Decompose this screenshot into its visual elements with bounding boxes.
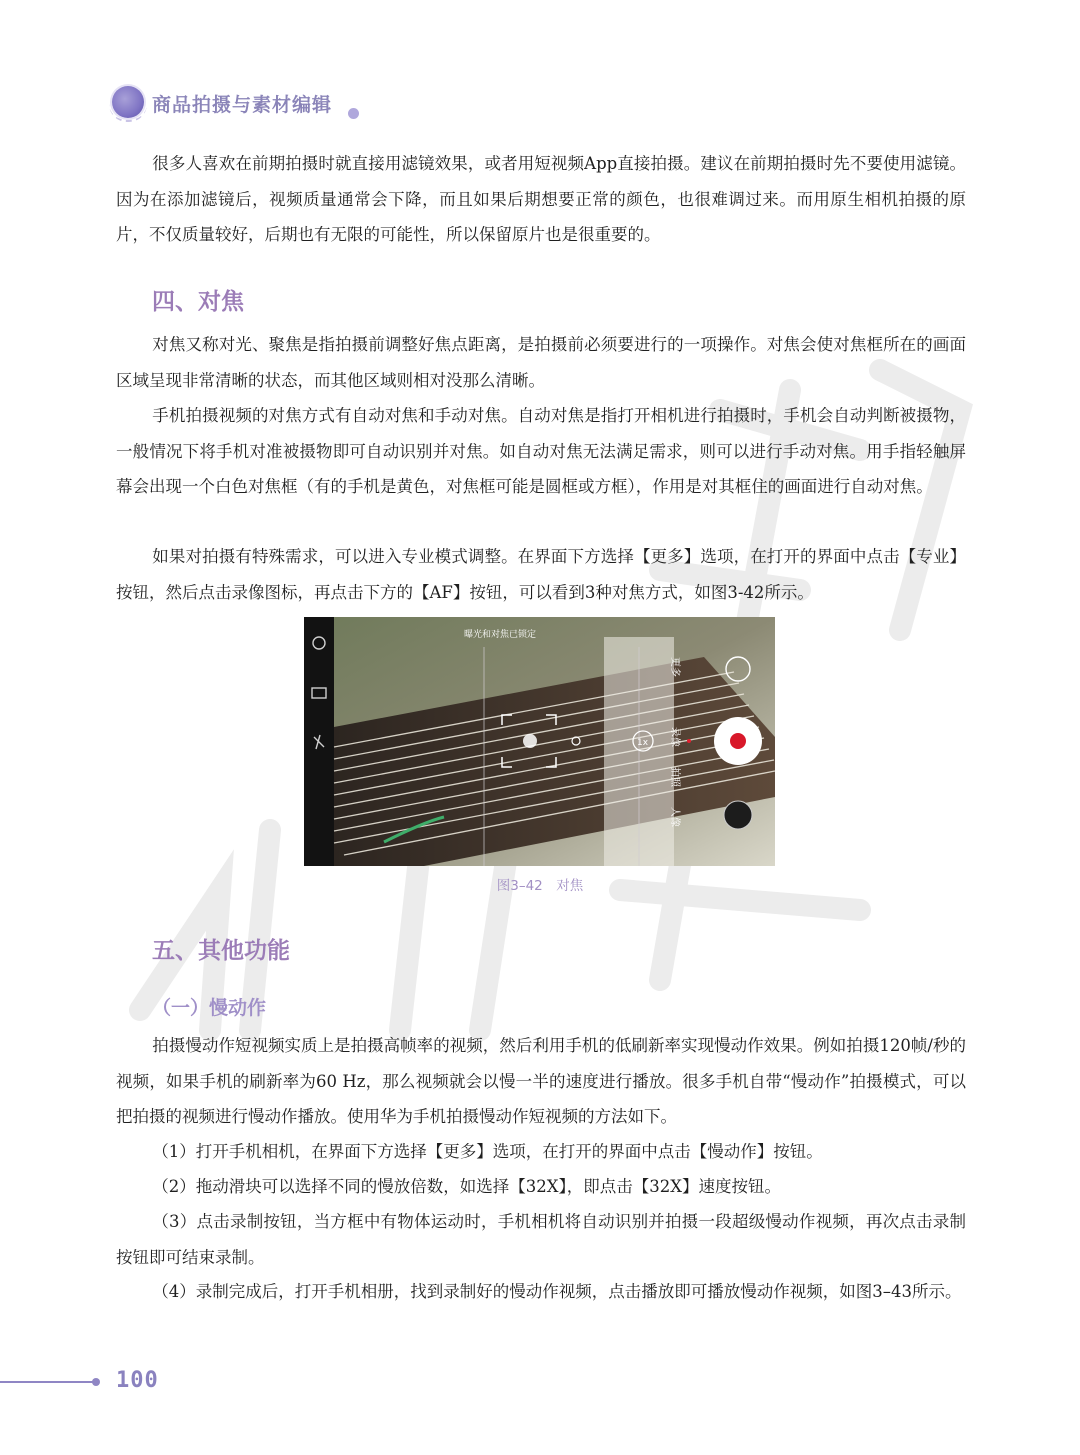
slow-motion-paragraph: 拍摄慢动作短视频实质上是拍摄高帧率的视频，然后利用手机的低刷新率实现慢动作效果。例如拍摄120帧/秒的视频，如果手机的刷新率为60 Hz，那么视频就会以慢一半的速度进行播放。很多手机自带“慢动作”拍摄模式，可以把拍摄的视频进行慢动作播放。使用华为手机拍摄慢动作短视频的方法如下。: [116, 1036, 966, 1126]
intro-paragraph: 很多人喜欢在前期拍摄时就直接用滤镜效果，或者用短视频App直接拍摄。建议在前期拍摄时先不要使用滤镜。因为在添加滤镜后，视频质量通常会下降，而且如果后期想要正常的颜色，也很难调过来。而用原生相机拍摄的原片，不仅质量较好，后期也有无限的可能性，所以保留原片也是很重要的。: [116, 154, 966, 244]
page-number: 100: [116, 1368, 159, 1393]
focus-paragraph-3: 如果对拍摄有特殊需求，可以进入专业模式调整。在界面下方选择【更多】选项，在打开的界面中点击【专业】按钮，然后点击录像图标，再点击下方的【AF】按钮，可以看到3种对焦方式，如图3-42所示。: [116, 547, 966, 602]
lock-overlay-text: 曝光和对焦已锁定: [464, 630, 537, 640]
slow-motion-step-1: （1）打开手机相机，在界面下方选择【更多】选项，在打开的界面中点击【慢动作】按钮。: [152, 1142, 823, 1161]
mode-video: 录像: [669, 727, 680, 747]
focus-paragraph-1: 对焦又称对光、聚焦是指拍摄前调整好焦点距离，是拍摄前必须要进行的一项操作。对焦会使对焦框所在的画面区域呈现非常清晰的状态，而其他区域则相对没那么清晰。: [116, 335, 966, 390]
section-heading-focus: 四、对焦: [152, 289, 244, 315]
focus-paragraph-2: 手机拍摄视频的对焦方式有自动对焦和手动对焦。自动对焦是指打开相机进行拍摄时，手机会自动判断被摄物，一般情况下将手机对准被摄物即可自动识别并对焦。如自动对焦无法满足需求，则可以进行手动对焦。用手指轻触屏幕会出现一个白色对焦框（有的手机是黄色，对焦框可能是圆框或方框），作用是对其框住的画面进行自动对焦。: [116, 406, 966, 496]
logo-ring-decoration: [109, 104, 147, 122]
subsection-heading-slow-motion: （一）慢动作: [152, 997, 267, 1019]
section-heading-other-features: 五、其他功能: [152, 938, 290, 964]
footer-rule: [0, 1381, 94, 1383]
gallery-thumbnail: [724, 801, 752, 829]
mode-more: 更多: [669, 657, 680, 677]
slow-motion-step-3: （3）点击录制按钮，当方框中有物体运动时，手机相机将自动识别并拍摄一段超级慢动作视频，再次点击录制按钮即可结束录制。: [116, 1212, 966, 1267]
running-header: [112, 86, 472, 126]
focus-figure-image: [304, 617, 775, 866]
footer-dot-decoration: [92, 1378, 100, 1386]
slow-motion-step-2: （2）拖动滑块可以选择不同的慢放倍数，如选择【32X】，即点击【32X】速度按钮。: [152, 1177, 782, 1196]
mode-photo: 拍照: [669, 767, 680, 787]
zoom-label: 1x: [637, 738, 649, 748]
mode-portrait: 人像: [669, 807, 680, 827]
slow-motion-step-4: （4）录制完成后，打开手机相册，找到录制好的慢动作视频，点击播放即可播放慢动作视频，如图3–43所示。: [152, 1282, 962, 1301]
header-dot-decoration: [348, 108, 359, 119]
book-title: 商品拍摄与素材编辑: [152, 94, 333, 116]
figure-caption: 图3–42 对焦: [496, 878, 584, 894]
